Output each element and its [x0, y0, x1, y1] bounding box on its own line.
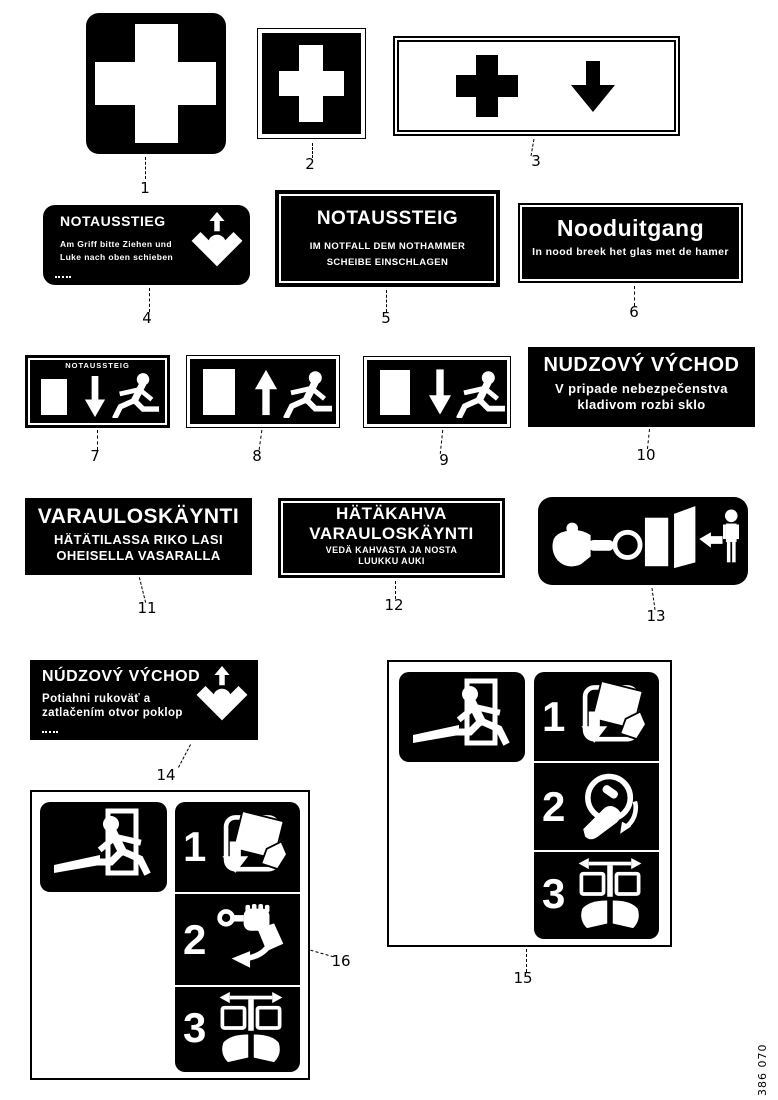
leader-line-1 [145, 157, 146, 179]
steps-column [175, 802, 300, 1072]
step-number: 2 [542, 782, 566, 830]
sign-first-aid-small [257, 28, 366, 139]
hand-icon [581, 900, 607, 928]
sign-notausstieg-hammer [275, 190, 500, 287]
callout-6: 6 [629, 303, 639, 321]
sign-text-line: In nood breek het glas met de hamer [532, 246, 729, 259]
standing-person-icon [723, 509, 739, 562]
sign-text-line: IM NOTFALL DEM NOTHAMMER [309, 240, 466, 252]
sign-exit-down [363, 356, 511, 428]
push-hatch-person-icon [194, 666, 250, 732]
exit-running-man-door-icon [46, 807, 160, 887]
sign-hatakahva-varauloskaynti [278, 498, 505, 578]
sign-title: Nooduitgang [556, 215, 705, 241]
sign-exit-up [186, 355, 340, 428]
step-number: 1 [542, 692, 566, 740]
fine-print-marks [55, 276, 71, 278]
callout-1: 1 [140, 179, 150, 197]
hand-icon [254, 1034, 280, 1062]
sign-notausstieg-hatch [43, 205, 250, 285]
step-number: 2 [183, 915, 207, 963]
callout-8: 8 [252, 447, 262, 465]
hand-icon [613, 900, 639, 928]
step-number: 3 [542, 869, 566, 917]
callout-7: 7 [90, 447, 100, 465]
hand-icon [583, 806, 621, 839]
running-man-icon [111, 372, 161, 418]
callout-12: 12 [384, 596, 404, 614]
sign-title: NÚDZOVÝ VÝCHOD [42, 668, 201, 685]
exit-door-icon [203, 369, 235, 415]
push-doors-apart-icon [574, 856, 646, 932]
sign-first-aid-large [86, 13, 226, 154]
sign-text-line: HÄTÄTILASSA RIKO LASI [54, 532, 223, 548]
sign-title: NUDZOVÝ VÝCHOD [543, 354, 740, 376]
remove-cover-icon [574, 679, 646, 755]
down-arrow-icon [571, 61, 615, 113]
sign-text-line: SCHEIBE EINSCHLAGEN [326, 256, 449, 268]
sign-nudzovy-vychod [528, 347, 755, 427]
sign-text-line: Am Griff bitte Ziehen und [60, 239, 172, 250]
leader-line-16 [310, 950, 333, 958]
sign-exit-down-notausstieg [25, 355, 170, 428]
sign-nudzovy-vychod-hatch [30, 660, 258, 740]
sign-first-aid-down-arrow [393, 36, 680, 136]
sign-text-line: LUUKKU AUKI [358, 556, 425, 567]
sign-varauloskaynti [25, 498, 252, 575]
callout-2: 2 [305, 155, 315, 173]
sign-title: NOTAUSSTEIG [316, 208, 459, 229]
fine-print-marks [42, 731, 58, 733]
push-hatch-person-icon [189, 212, 245, 278]
running-man-icon [455, 370, 507, 418]
callout-13: 13 [646, 607, 666, 625]
hand-icon [222, 1034, 248, 1062]
steps-column [534, 672, 659, 939]
exit-door-icon [41, 379, 67, 415]
sign-title: HÄTÄKAHVA [336, 504, 447, 523]
callout-3: 3 [531, 152, 541, 170]
exit-door-icon [380, 370, 410, 415]
sign-title: NOTAUSSTEIG [65, 361, 130, 370]
exit-pictogram-tile [40, 802, 167, 892]
sign-text-line: Luke nach oben schieben [60, 252, 174, 263]
up-arrow-icon [254, 368, 278, 416]
panel-emergency-door-steps-large [30, 790, 310, 1080]
leader-line-14 [178, 744, 191, 767]
sign-text-line: kladivom rozbi sklo [577, 397, 706, 412]
callout-5: 5 [381, 309, 391, 327]
callout-4: 4 [142, 309, 152, 327]
sign-text-line: OHEISELLA VASARALLA [56, 548, 221, 564]
left-arrow-icon [699, 532, 722, 548]
press-button-door-person-icon [546, 504, 740, 578]
callout-10: 10 [636, 446, 656, 464]
sign-title-2: VARAULOSKÄYNTI [309, 523, 474, 543]
callout-9: 9 [439, 451, 449, 469]
remove-cover-icon [215, 809, 287, 885]
step-number: 1 [183, 823, 207, 870]
panel-emergency-door-steps [387, 660, 672, 947]
down-arrow-icon [428, 369, 452, 416]
drawing-number: 386 070 [756, 1043, 769, 1096]
sign-text-line: V pripade nebezpečenstva [555, 381, 728, 396]
push-doors-apart-icon [215, 990, 287, 1066]
step-number: 3 [183, 1003, 207, 1051]
running-man-icon [282, 370, 334, 418]
exit-pictogram-tile [399, 672, 525, 762]
callout-14: 14 [156, 766, 176, 784]
turn-handle-icon [574, 769, 646, 845]
button-icon [615, 532, 640, 557]
sign-title: VARAULOSKÄYNTI [37, 505, 240, 528]
callout-16: 16 [331, 952, 351, 970]
sign-nooduitgang [518, 203, 743, 283]
sign-title: NOTAUSSTIEG [60, 213, 166, 229]
sign-text-line: Potiahni rukoväť a [42, 692, 151, 705]
exit-running-man-door-icon [405, 677, 519, 757]
callout-11: 11 [137, 599, 157, 617]
sign-door-open-button [538, 497, 748, 585]
sign-text-line: zatlačením otvor poklop [42, 706, 183, 719]
first-aid-cross-icon [262, 33, 361, 134]
pointing-hand-icon [552, 530, 590, 566]
sign-text-line: VEDÄ KAHVASTA JA NOSTA [325, 545, 458, 556]
pull-lever-icon [215, 902, 287, 978]
down-arrow-icon [84, 376, 106, 418]
callout-15: 15 [513, 969, 533, 987]
double-door-icon [645, 506, 695, 568]
